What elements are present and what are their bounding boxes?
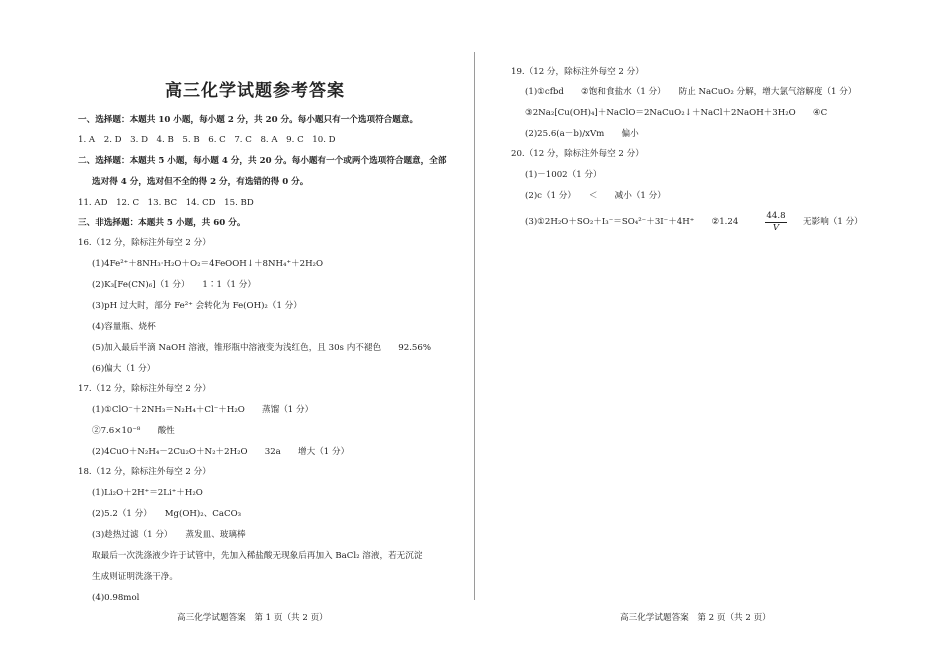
q16-answer-3: (3)pH 过大时，部分 Fe²⁺ 会转化为 Fe(OH)₂（1 分） — [92, 301, 302, 311]
q20-answer-2: (2)c（1 分） ＜ 减小（1 分） — [525, 191, 666, 201]
q19-answer-1b: ③2Na₂[Cu(OH)₄]＋NaClO＝2NaCuO₂↓＋NaCl＋2NaOH＋3H₂O ④C — [525, 108, 828, 118]
section3-heading: 三、非选择题：本题共 5 小题，共 60 分。 — [78, 218, 246, 228]
q17-answer-1b: ②7.6×10⁻⁸ 酸性 — [92, 426, 175, 436]
q18-answer-3c: 生成则证明洗涤干净。 — [92, 572, 178, 582]
q20-answer-3a: (3)①2H₂O＋SO₂＋I₃⁻＝SO₄²⁻＋3I⁻＋4H⁺ ②1.24 — [525, 217, 739, 227]
section2-heading-cont: 选对得 4 分，选对但不全的得 2 分，有选错的得 0 分。 — [92, 177, 309, 187]
page-title: 高三化学试题参考答案 — [165, 81, 345, 101]
q18-answer-3: (3)趁热过滤（1 分） 蒸发皿、玻璃棒 — [92, 530, 246, 540]
q19-heading: 19.（12 分，除标注外每空 2 分） — [511, 67, 644, 77]
q16-answer-5: (5)加入最后半滴 NaOH 溶液，锥形瓶中溶液变为浅红色，且 30s 内不褪色 92.56% — [92, 343, 432, 353]
q18-answer-2: (2)5.2（1 分） Mg(OH)₂、CaCO₃ — [92, 509, 242, 519]
q17-answer-2: (2)4CuO＋N₂H₄－2Cu₂O＋N₂＋2H₂O 32a 增大（1 分） — [92, 447, 350, 457]
q18-heading: 18.（12 分，除标注外每空 2 分） — [78, 467, 211, 477]
page-footer-1: 高三化学试题答案 第 1 页（共 2 页） — [177, 613, 328, 623]
section2-answers: 11. AD 12. C 13. BC 14. CD 15. BD — [78, 198, 254, 208]
q16-answer-4: (4)容量瓶、烧杯 — [92, 322, 156, 332]
q20-heading: 20.（12 分，除标注外每空 2 分） — [511, 149, 644, 159]
q16-answer-2: (2)K₃[Fe(CN)₆]（1 分） 1∶1（1 分） — [92, 280, 256, 290]
column-divider — [474, 52, 475, 600]
fraction-expression — [765, 211, 787, 234]
q18-answer-4: (4)0.98mol — [92, 593, 140, 603]
q19-answer-1: (1)①cfbd ②饱和食盐水（1 分） 防止 NaCuO₂ 分解，增大氯气溶解度（1 分） — [525, 87, 857, 97]
q20-answer-3b: 无影响（1 分） — [803, 217, 863, 227]
q17-answer-1a: (1)①ClO⁻＋2NH₃＝N₂H₄＋Cl⁻＋H₂O 蒸馏（1 分） — [92, 405, 314, 415]
fraction-numerator: 44.8 — [766, 211, 786, 221]
section1-heading: 一、选择题：本题共 10 小题，每小题 2 分，共 20 分。每小题只有一个选项符合题意。 — [78, 115, 419, 125]
q16-answer-6: (6)偏大（1 分） — [92, 364, 156, 374]
q20-answer-1: (1)－1002（1 分） — [525, 170, 602, 180]
section1-answers: 1. A 2. D 3. D 4. B 5. B 6. C 7. C 8. A 9. C 10. D — [78, 135, 336, 145]
fraction-denominator: V — [772, 223, 780, 233]
q17-heading: 17.（12 分，除标注外每空 2 分） — [78, 384, 211, 394]
q18-answer-1: (1)Li₂O＋2H⁺＝2Li⁺＋H₂O — [92, 488, 203, 498]
page-footer-2: 高三化学试题答案 第 2 页（共 2 页） — [620, 613, 771, 623]
section2-heading: 二、选择题：本题共 5 小题，每小题 4 分，共 20 分。每小题有一个或两个选项符合题意，全部 — [78, 156, 447, 166]
q16-answer-1: (1)4Fe²⁺＋8NH₃·H₂O＋O₂＝4FeOOH↓＋8NH₄⁺＋2H₂O — [92, 259, 324, 269]
q18-answer-3b: 取最后一次洗涤液少许于试管中，先加入稀盐酸无现象后再加入 BaCl₂ 溶液，若无沉淀 — [92, 551, 423, 561]
q16-heading: 16.（12 分，除标注外每空 2 分） — [78, 238, 211, 248]
q19-answer-2: (2)25.6(a－b)/xVm 偏小 — [525, 129, 639, 139]
